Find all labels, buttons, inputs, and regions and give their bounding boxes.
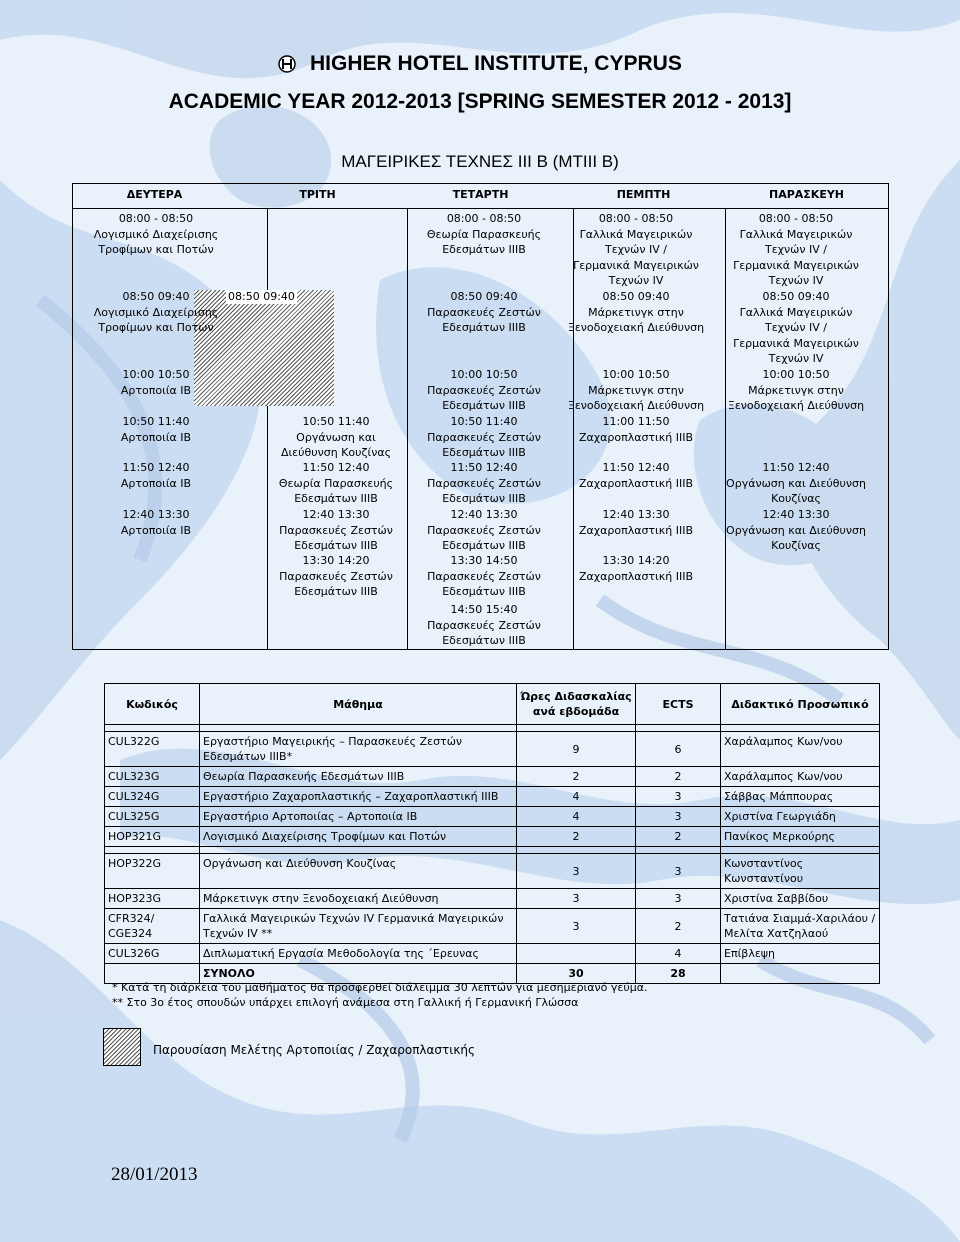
total-ects: 28 bbox=[636, 964, 721, 984]
slot-subject-line: Γερμανικά Μαγειρικών bbox=[573, 258, 699, 272]
slot-subject-line: Εδεσμάτων IIIB bbox=[442, 446, 526, 459]
slot-subject-line: Γαλλικά Μαγειρικών bbox=[739, 227, 853, 241]
slot-subject-line: Εδεσμάτων IIIB bbox=[294, 492, 378, 505]
slot-subject-line: Γαλλικά Μαγειρικών bbox=[579, 227, 693, 241]
slot-time: 10:00 10:50 bbox=[122, 368, 190, 381]
course-hours: 2 bbox=[517, 767, 636, 787]
slot-subject-line: Τεχνών IV / bbox=[605, 243, 667, 256]
schedule-slot-wednesday bbox=[404, 460, 564, 507]
schedule-slot-monday bbox=[76, 414, 236, 445]
schedule-slot-friday bbox=[716, 460, 876, 507]
course-hours: 3 bbox=[517, 889, 636, 909]
course-row bbox=[105, 909, 880, 944]
slot-time: 10:50 11:40 bbox=[450, 415, 518, 428]
slot-subject-line: Παρασκευές Ζεστών bbox=[427, 383, 541, 397]
course-code: HOP322G bbox=[105, 854, 200, 889]
slot-subject-line: Αρτοποιία ΙΒ bbox=[120, 430, 192, 444]
slot-time: 10:00 10:50 bbox=[450, 368, 518, 381]
header-staff: Διδακτικό Προσωπικό bbox=[721, 684, 880, 725]
schedule-slot-monday bbox=[76, 460, 236, 491]
slot-subject-line: Ξενοδοχειακή Διεύθυνση bbox=[567, 399, 705, 412]
course-code: CUL324G bbox=[105, 787, 200, 807]
course-code: HOP323G bbox=[105, 889, 200, 909]
slot-subject-line: Οργάνωση και Διεύθυνση bbox=[726, 476, 866, 490]
course-row bbox=[105, 767, 880, 787]
footnotes bbox=[112, 980, 647, 1010]
slot-subject-line: Τεχνών IV / bbox=[765, 321, 827, 334]
course-staff: Σάββας Μάππουρας bbox=[721, 787, 880, 807]
header-course: Μάθημα bbox=[200, 684, 517, 725]
slot-subject-line: Μάρκετινγκ στην bbox=[588, 305, 684, 319]
schedule-slot-monday bbox=[76, 211, 236, 258]
schedule-slot-tuesday bbox=[256, 414, 416, 461]
slot-time: 11:00 11:50 bbox=[602, 415, 670, 428]
course-ects: 4 bbox=[636, 944, 721, 964]
course-name: Διπλωματική Εργασία Μεθοδολογία της ΄Ερευνας bbox=[200, 944, 517, 964]
slot-time: 13:30 14:20 bbox=[602, 554, 670, 567]
schedule-slot-wednesday bbox=[404, 367, 564, 414]
day-friday: ΠΑΡΑΣΚΕΥΗ bbox=[768, 188, 845, 201]
course-staff: Κωνσταντίνος Κωνσταντίνου bbox=[721, 854, 880, 889]
slot-subject-line: Εδεσμάτων IIIB bbox=[442, 585, 526, 598]
institute-logo-icon bbox=[278, 55, 296, 73]
course-ects: 3 bbox=[636, 889, 721, 909]
slot-time: 10:50 11:40 bbox=[302, 415, 370, 428]
slot-subject-line: Αρτοποιία ΙΒ bbox=[120, 523, 192, 537]
course-row bbox=[105, 854, 880, 889]
slot-subject-line: Τεχνών IV bbox=[768, 352, 824, 365]
course-code: HOP321G bbox=[105, 827, 200, 847]
slot-subject-line: Οργάνωση και Διεύθυνση bbox=[726, 523, 866, 537]
course-staff: Χαράλαμπος Κων/νου bbox=[721, 732, 880, 767]
course-row bbox=[105, 807, 880, 827]
schedule-slot-tuesday bbox=[256, 553, 416, 600]
day-wednesday: ΤΕΤΑΡΤΗ bbox=[452, 188, 509, 201]
slot-subject-line: Παρασκευές Ζεστών bbox=[427, 305, 541, 319]
course-row bbox=[105, 944, 880, 964]
slot-subject-line: Διεύθυνση Κουζίνας bbox=[280, 446, 392, 459]
slot-time: 12:40 13:30 bbox=[762, 508, 830, 521]
course-hours: 9 bbox=[517, 732, 636, 767]
schedule-slot-wednesday bbox=[404, 602, 564, 649]
course-code: CUL323G bbox=[105, 767, 200, 787]
course-ects: 2 bbox=[636, 827, 721, 847]
slot-subject-line: Παρασκευές Ζεστών bbox=[427, 430, 541, 444]
slot-time: 08:50 09:40 bbox=[762, 290, 830, 303]
slot-subject-line: Εδεσμάτων IIIB bbox=[442, 539, 526, 552]
course-name: Θεωρία Παρασκευής Εδεσμάτων IIIB bbox=[200, 767, 517, 787]
course-hours: 4 bbox=[517, 807, 636, 827]
slot-subject-line: Κουζίνας bbox=[771, 492, 821, 505]
course-name: Εργαστήριο Ζαχαροπλαστικής – Ζαχαροπλαστική IIIB bbox=[200, 787, 517, 807]
schedule-slot-thursday bbox=[556, 460, 716, 491]
total-label: ΣΥΝΟΛΟ bbox=[200, 964, 517, 984]
course-hours: 3 bbox=[517, 854, 636, 889]
schedule-slot-friday bbox=[716, 367, 876, 414]
institute-title-row bbox=[0, 52, 960, 76]
slot-time: 13:30 14:50 bbox=[450, 554, 518, 567]
course-hours: 2 bbox=[517, 827, 636, 847]
slot-time: 12:40 13:30 bbox=[602, 508, 670, 521]
slot-subject-line: Εδεσμάτων IIIB bbox=[442, 399, 526, 412]
academic-year: ACADEMIC YEAR 2012-2013 [SPRING SEMESTER 2012 - 2013] bbox=[168, 90, 792, 113]
course-ects: 3 bbox=[636, 807, 721, 827]
course-code: CUL322G bbox=[105, 732, 200, 767]
institute-name: HIGHER HOTEL INSTITUTE, CYPRUS bbox=[310, 52, 682, 75]
slot-time: 11:50 12:40 bbox=[450, 461, 518, 474]
slot-subject-line: Παρασκευές Ζεστών bbox=[427, 476, 541, 490]
slot-time: 11:50 12:40 bbox=[602, 461, 670, 474]
schedule-slot-monday bbox=[76, 507, 236, 538]
course-code: CUL325G bbox=[105, 807, 200, 827]
slot-subject-line: Εδεσμάτων IIIB bbox=[442, 321, 526, 334]
slot-subject-line: Παρασκευές Ζεστών bbox=[427, 569, 541, 583]
slot-subject-line: Παρασκευές Ζεστών bbox=[427, 523, 541, 537]
day-thursday: ΠΕΜΠΤΗ bbox=[616, 188, 671, 201]
slot-time: 08:00 - 08:50 bbox=[118, 212, 194, 225]
programme-title: ΜΑΓΕΙΡΙΚΕΣ ΤΕΧΝΕΣ ΙΙΙ Β (ΜΤΙΙΙ Β) bbox=[341, 152, 619, 171]
slot-subject-line: Ξενοδοχειακή Διεύθυνση bbox=[567, 321, 705, 334]
schedule-slot-thursday bbox=[556, 507, 716, 538]
slot-subject-line: Ξενοδοχειακή Διεύθυνση bbox=[727, 399, 865, 412]
day-tuesday: ΤΡΙΤΗ bbox=[299, 188, 336, 201]
slot-subject-line: Παρασκευές Ζεστών bbox=[279, 523, 393, 537]
course-code: CUL326G bbox=[105, 944, 200, 964]
slot-subject-line: Εδεσμάτων IIIB bbox=[442, 492, 526, 505]
slot-subject-line: Ζαχαροπλαστική IIIB bbox=[578, 523, 694, 537]
course-row bbox=[105, 889, 880, 909]
slot-subject-line: Λογισμικό Διαχείρισης bbox=[93, 227, 219, 241]
schedule-slot-thursday bbox=[556, 289, 716, 336]
slot-time: 11:50 12:40 bbox=[302, 461, 370, 474]
slot-subject-line: Αρτοποιία ΙΒ bbox=[120, 476, 192, 490]
slot-subject-line: Εδεσμάτων IIIB bbox=[294, 539, 378, 552]
slot-time: 11:50 12:40 bbox=[122, 461, 190, 474]
slot-subject-line: Θεωρία Παρασκευής bbox=[426, 227, 542, 241]
footnote-language-choice: ** Στο 3ο έτος σπουδών υπάρχει επιλογή ανάμεσα στη Γαλλική ή Γερμανική Γλώσσα bbox=[112, 996, 579, 1009]
slot-subject-line: Εδεσμάτων IIIB bbox=[442, 634, 526, 647]
slot-time: 12:40 13:30 bbox=[122, 508, 190, 521]
schedule-slot-wednesday bbox=[404, 553, 564, 600]
slot-time: 08:00 - 08:50 bbox=[758, 212, 834, 225]
schedule-slot-wednesday bbox=[404, 211, 564, 258]
schedule-slot-monday bbox=[76, 289, 236, 336]
course-name: Γαλλικά Μαγειρικών Τεχνών IV Γερμανικά Μαγειρικών Τεχνών IV ** bbox=[200, 909, 517, 944]
slot-time: 10:00 10:50 bbox=[602, 368, 670, 381]
course-staff: Χριστίνα Γεωργιάδη bbox=[721, 807, 880, 827]
course-code: CFR324/ CGE324 bbox=[105, 909, 200, 944]
slot-subject-line: Μάρκετινγκ στην bbox=[588, 383, 684, 397]
course-ects: 2 bbox=[636, 909, 721, 944]
header-hours: Ώρες Διδασκαλίας ανά εβδομάδα bbox=[517, 684, 636, 725]
schedule-slot-friday bbox=[716, 211, 876, 289]
slot-subject-line: Ζαχαροπλαστική IIIB bbox=[578, 569, 694, 583]
course-staff: Χριστίνα Σαββίδου bbox=[721, 889, 880, 909]
slot-subject-line: Ζαχαροπλαστική IIIB bbox=[578, 476, 694, 490]
slot-subject-line: Τροφίμων και Ποτών bbox=[98, 243, 214, 256]
course-hours bbox=[517, 944, 636, 964]
course-row bbox=[105, 787, 880, 807]
schedule-slot-thursday bbox=[556, 367, 716, 414]
course-row bbox=[105, 827, 880, 847]
schedule-slot-tuesday bbox=[256, 507, 416, 554]
document-date: 28/01/2013 bbox=[111, 1164, 198, 1185]
schedule-slot-tuesday bbox=[256, 460, 416, 507]
slot-subject-line: Τεχνών IV / bbox=[765, 243, 827, 256]
course-row bbox=[105, 732, 880, 767]
slot-time: 08:50 09:40 bbox=[122, 290, 190, 303]
slot-time: 12:40 13:30 bbox=[302, 508, 370, 521]
course-staff: Τατιάνα Σιαμμά-Χαριλάου / Μελίτα Χατζηλαού bbox=[721, 909, 880, 944]
slot-subject-line: Ζαχαροπλαστική IIIB bbox=[578, 430, 694, 444]
total-staff-empty bbox=[721, 964, 880, 984]
total-hours: 30 bbox=[517, 964, 636, 984]
slot-subject-line: Εδεσμάτων IIIB bbox=[294, 585, 378, 598]
schedule-slot-friday bbox=[716, 507, 876, 554]
schedule-slot-thursday bbox=[556, 553, 716, 584]
slot-time: 13:30 14:20 bbox=[302, 554, 370, 567]
slot-subject-line: Τεχνών IV bbox=[608, 274, 664, 287]
slot-subject-line: Τροφίμων και Ποτών bbox=[98, 321, 214, 334]
header-code: Κωδικός bbox=[105, 684, 200, 725]
course-staff: Επίβλεψη bbox=[721, 944, 880, 964]
schedule-slot-friday bbox=[716, 289, 876, 367]
slot-subject-line: Μάρκετινγκ στην bbox=[748, 383, 844, 397]
slot-subject-line: Θεωρία Παρασκευής bbox=[278, 476, 394, 490]
slot-subject-line: Γερμανικά Μαγειρικών bbox=[733, 258, 859, 272]
course-hours: 3 bbox=[517, 909, 636, 944]
footnote-lunch-break: * Κατά τη διάρκεια του μαθήματος θα προσφερθεί διάλειμμα 30 λεπτών για μεσημεριανό γεύμα. bbox=[112, 981, 648, 994]
slot-subject-line: Λογισμικό Διαχείρισης bbox=[93, 305, 219, 319]
courses-body bbox=[105, 732, 880, 984]
course-name: Εργαστήριο Αρτοποιίας – Αρτοποιία ΙΒ bbox=[200, 807, 517, 827]
slot-subject-line: Παρασκευές Ζεστών bbox=[427, 618, 541, 632]
slot-time: 12:40 13:30 bbox=[450, 508, 518, 521]
course-ects: 3 bbox=[636, 787, 721, 807]
slot-time: 08:50 09:40 bbox=[602, 290, 670, 303]
course-name: Λογισμικό Διαχείρισης Τροφίμων και Ποτών bbox=[200, 827, 517, 847]
schedule-slot-wednesday bbox=[404, 507, 564, 554]
schedule-slot-thursday bbox=[556, 211, 716, 289]
legend-label: Παρουσίαση Μελέτης Αρτοποιίας / Ζαχαροπλαστικής bbox=[153, 1043, 476, 1057]
course-ects: 6 bbox=[636, 732, 721, 767]
slot-subject-line: Παρασκευές Ζεστών bbox=[279, 569, 393, 583]
course-ects: 2 bbox=[636, 767, 721, 787]
slot-subject-line: Οργάνωση και bbox=[296, 430, 376, 444]
course-name: Εργαστήριο Μαγειρικής – Παρασκευές Ζεστών Εδεσμάτων IIIB* bbox=[200, 732, 517, 767]
schedule-slot-thursday bbox=[556, 414, 716, 445]
header-ects: ECTS bbox=[636, 684, 721, 725]
schedule-header bbox=[73, 184, 888, 209]
slot-subject-line: Τεχνών IV bbox=[768, 274, 824, 287]
course-hours: 4 bbox=[517, 787, 636, 807]
day-monday: ΔΕΥΤΕΡΑ bbox=[126, 188, 183, 201]
hatched-block-time: 08:50 09:40 bbox=[228, 290, 295, 303]
slot-subject-line: Κουζίνας bbox=[771, 539, 821, 552]
slot-subject-line: Γερμανικά Μαγειρικών bbox=[733, 336, 859, 350]
slot-time: 08:00 - 08:50 bbox=[598, 212, 674, 225]
course-ects: 3 bbox=[636, 854, 721, 889]
slot-time: 08:50 09:40 bbox=[450, 290, 518, 303]
courses-table bbox=[104, 683, 880, 984]
slot-time: 10:00 10:50 bbox=[762, 368, 830, 381]
slot-subject-line: Αρτοποιία ΙΒ bbox=[120, 383, 192, 397]
course-staff: Πανίκος Μερκούρης bbox=[721, 827, 880, 847]
slot-time: 08:00 - 08:50 bbox=[446, 212, 522, 225]
slot-time: 14:50 15:40 bbox=[450, 603, 518, 616]
courses-header-row bbox=[105, 684, 880, 725]
schedule-slot-wednesday bbox=[404, 414, 564, 461]
slot-time: 11:50 12:40 bbox=[762, 461, 830, 474]
course-name: Οργάνωση και Διεύθυνση Κουζίνας bbox=[200, 854, 517, 889]
schedule-slot-wednesday bbox=[404, 289, 564, 336]
slot-time: 10:50 11:40 bbox=[122, 415, 190, 428]
slot-subject-line: Γαλλικά Μαγειρικών bbox=[739, 305, 853, 319]
slot-subject-line: Εδεσμάτων IIIB bbox=[442, 243, 526, 256]
legend-hatch-swatch bbox=[103, 1028, 141, 1066]
course-name: Μάρκετινγκ στην Ξενοδοχειακή Διεύθυνση bbox=[200, 889, 517, 909]
course-staff: Χαράλαμπος Κων/νου bbox=[721, 767, 880, 787]
schedule-slot-monday bbox=[76, 367, 236, 398]
